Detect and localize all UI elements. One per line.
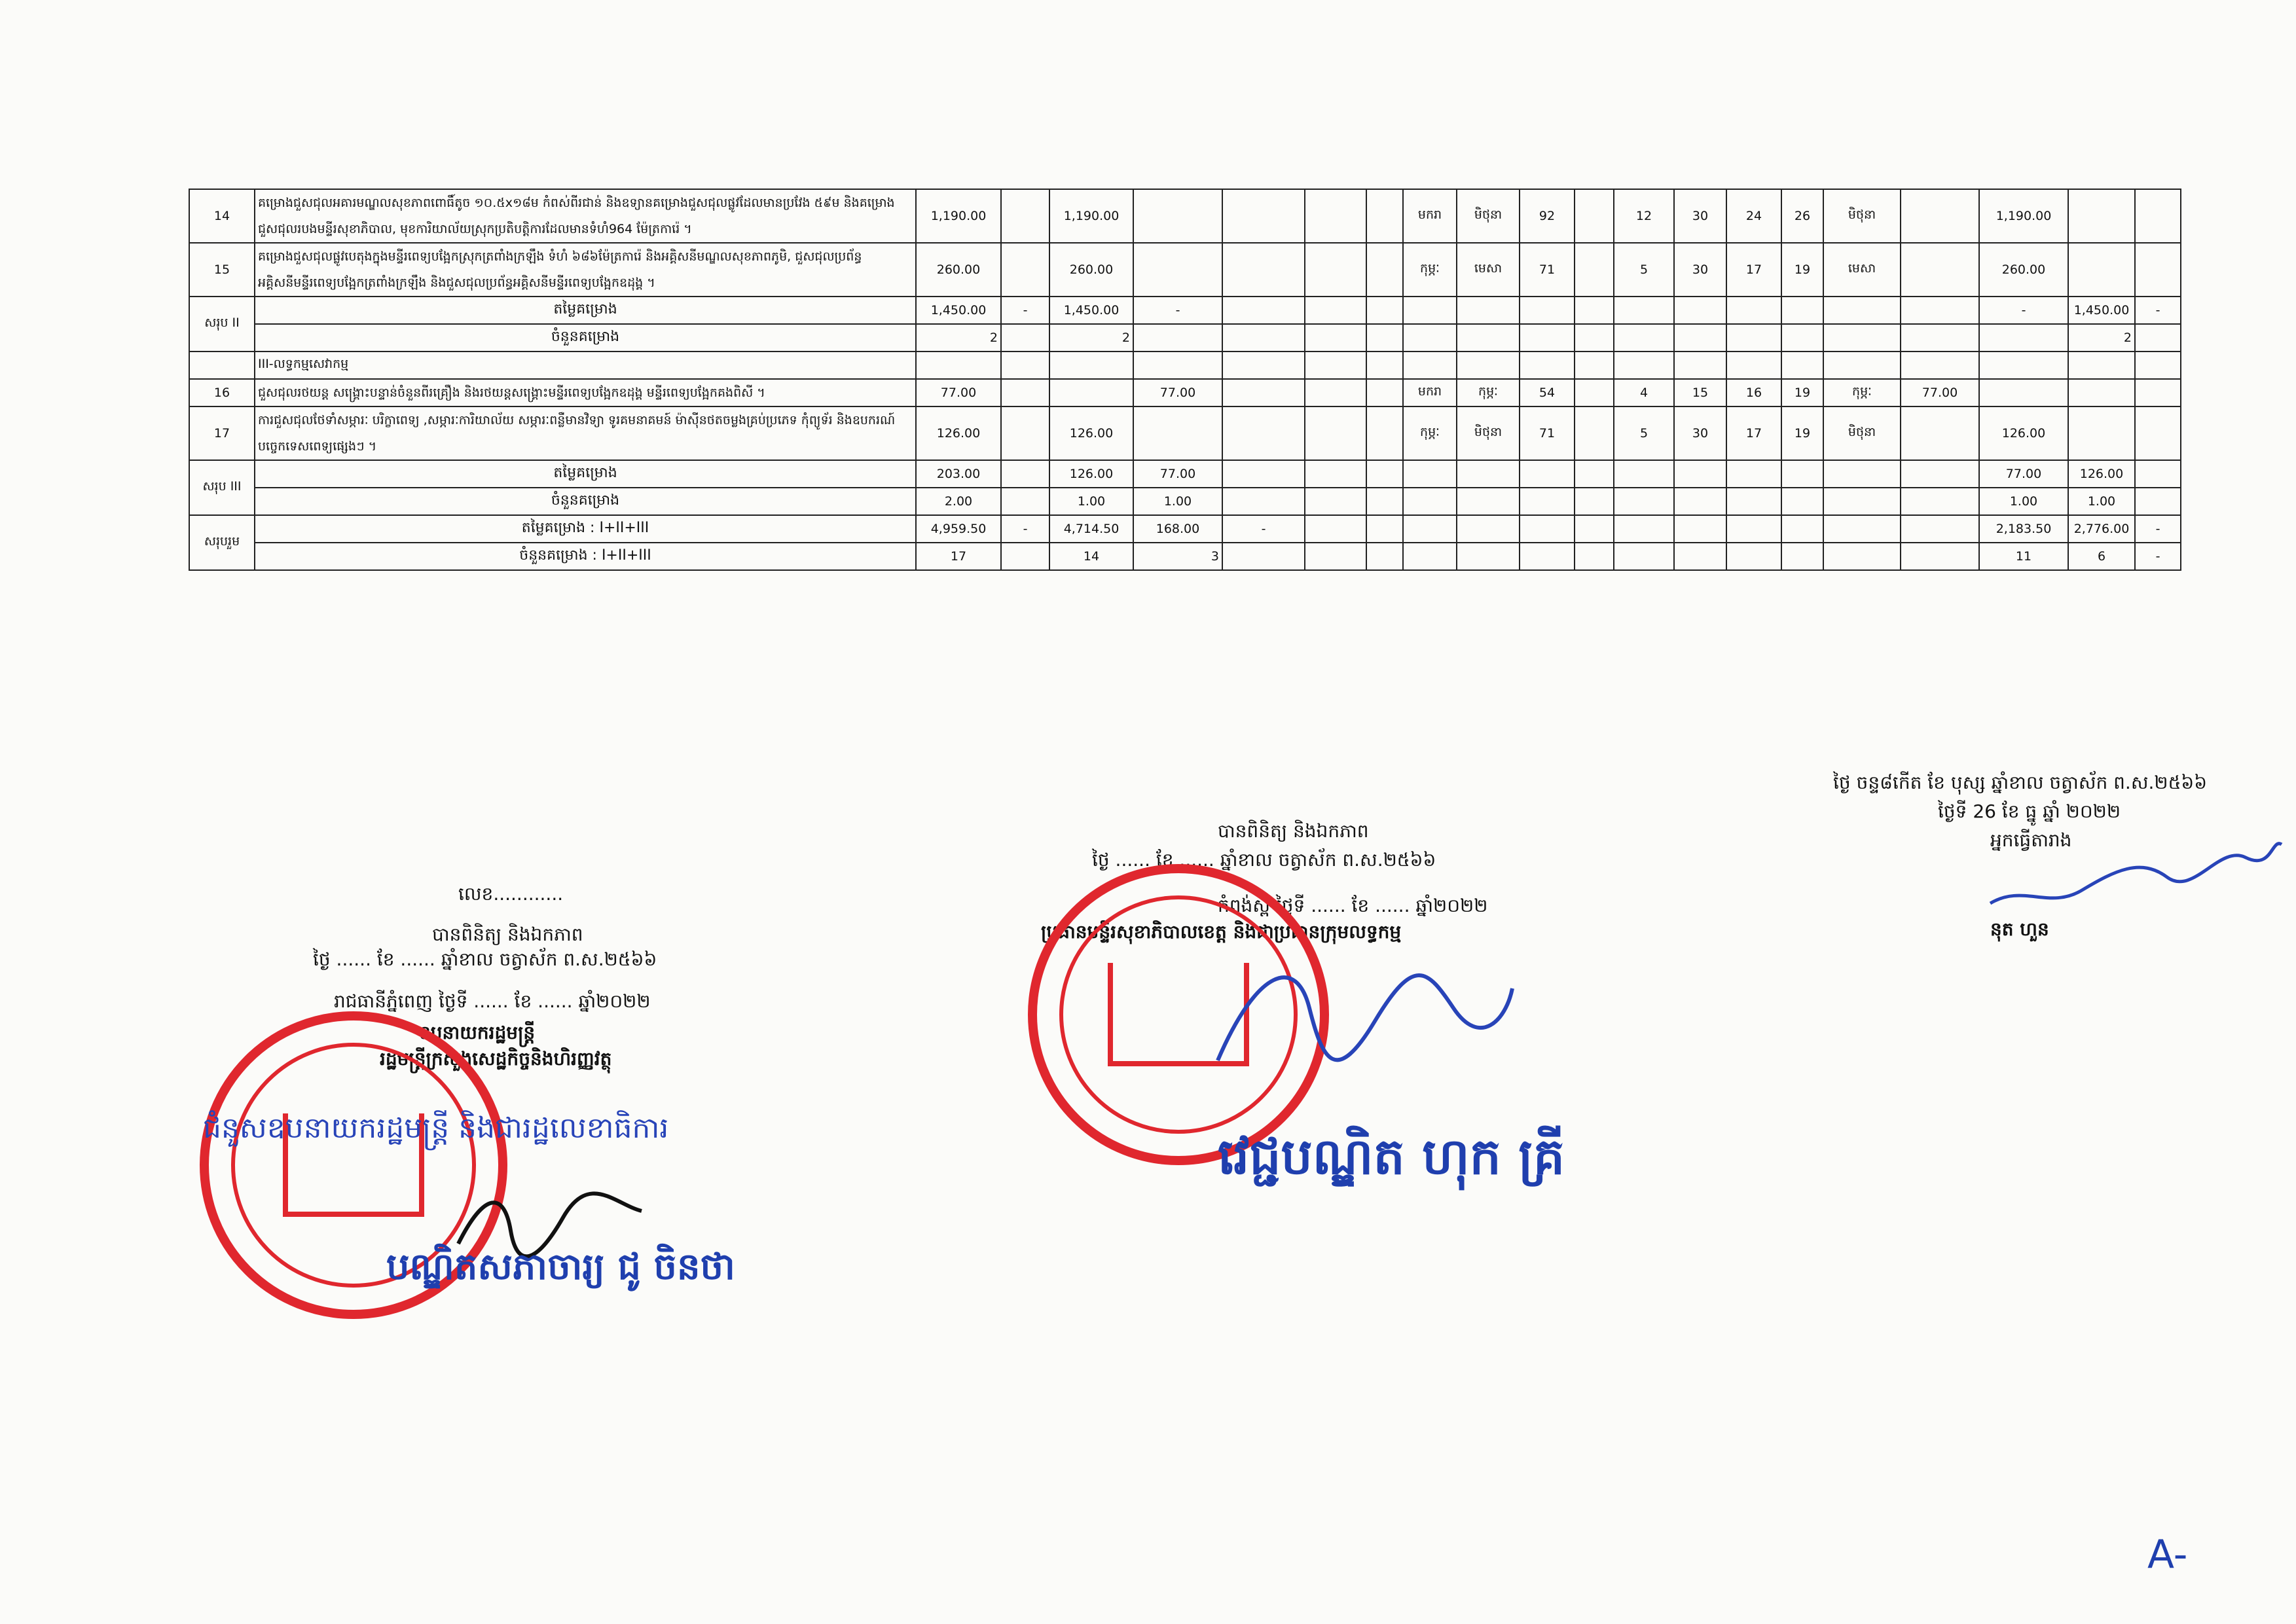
cell [1575, 189, 1614, 243]
cell-month: កុម្ភៈ [1403, 406, 1457, 460]
row-number: 14 [189, 189, 255, 243]
subtotal-label: សរុប III [189, 460, 255, 515]
cell-month: មករា [1403, 379, 1457, 406]
cell: 30 [1674, 243, 1726, 297]
cell [1133, 189, 1222, 243]
cell-month: កុម្ភៈ [1403, 243, 1457, 297]
section-title: III-លទ្ធកម្មសេវាកម្ម [255, 352, 916, 379]
cell: 17 [916, 543, 1001, 570]
cell: 54 [1520, 379, 1575, 406]
cell [1001, 379, 1049, 406]
cell: 4 [1614, 379, 1674, 406]
count-label: ចំនួនគម្រោង [255, 324, 916, 352]
left-date-solar: រាជធានីភ្នំពេញ ថ្ងៃទី ...... ខែ ...... ឆ្នាំ២០២២ [334, 990, 651, 1012]
cell: 30 [1674, 189, 1726, 243]
budget-label: តម្លៃគម្រោង [255, 297, 916, 324]
row-description: គម្រោងជួសជុលអគារមណ្ឌលសុខភាពពោធិ៍តូច ១០.៥x១៨ម កំពស់ពីរជាន់ និងឧទ្យានគម្រោងជួសជុលផ្លូវដែលមានប្រវែង ៥៩ម និងគម្រោងជួសជុលរបងមន្ទីរសុខាភិបាល, មុខការិយាល័យស្រុកប្រតិបត្តិការដែលមានទំហំ964 ម៉ែត្រការ៉េ ។ [255, 189, 916, 243]
left-name: បណ្ឌិតសភាចារ្យ ជូ ចិនថា [386, 1246, 735, 1288]
cell [1305, 243, 1366, 297]
cell [1575, 406, 1614, 460]
table-row [189, 243, 2181, 297]
middle-date-lunar: ថ្ងៃ ...... ខែ ...... ឆ្នាំខាល ចត្វាស័ក ព.ស.២៥៦៦ [1092, 849, 1436, 871]
cell [1001, 406, 1049, 460]
cell: 1.00 [1979, 488, 2068, 515]
left-seen: បានពិនិត្យ និងឯកភាព [432, 924, 583, 945]
cell [1575, 243, 1614, 297]
cell: 1,450.00 [916, 297, 1001, 324]
cell [2135, 379, 2181, 406]
middle-name: វេជ្ជបណ្ឌិត ហុក គ្រី [1218, 1127, 1565, 1185]
cell [1575, 379, 1614, 406]
cell [1222, 379, 1305, 406]
right-date-solar: ថ្ងៃទី 26 ខែ ធ្នូ ឆ្នាំ ២០២២ [1938, 801, 2121, 822]
cell: 1,190.00 [1049, 189, 1133, 243]
grand-total-count-row [189, 543, 2181, 570]
cell [1305, 379, 1366, 406]
left-date-lunar: ថ្ងៃ ...... ខែ ...... ឆ្នាំខាល ចត្វាស័ក ព.ស.២៥៦៦ [313, 948, 657, 970]
cell: 14 [1049, 543, 1133, 570]
cell: - [2135, 543, 2181, 570]
cell: 6 [2068, 543, 2135, 570]
subtotal-count-row [189, 488, 2181, 515]
cell-total: 126.00 [916, 406, 1001, 460]
grand-total-budget-row [189, 515, 2181, 543]
table-row [189, 189, 2181, 243]
count-label: ចំនួនគម្រោង : I+II+III [255, 543, 916, 570]
cell: 126.00 [1049, 460, 1133, 488]
middle-role: ប្រធានមន្ទីរសុខាភិបាលខេត្ត និងជាប្រធានក្រុមលទ្ធកម្ម [1041, 921, 1402, 943]
cell [2068, 406, 2135, 460]
cell: - [1001, 297, 1049, 324]
cell: 2.00 [916, 488, 1001, 515]
signature-middle [1178, 929, 1519, 1100]
left-ref: លេខ............ [458, 883, 564, 905]
budget-label: តម្លៃគម្រោង [255, 460, 916, 488]
cell-total: 77.00 [916, 379, 1001, 406]
cell: 92 [1520, 189, 1575, 243]
cell [1001, 243, 1049, 297]
cell: 126.00 [1979, 406, 2068, 460]
middle-seen: បានពិនិត្យ និងឯកភាព [1218, 820, 1369, 842]
signature-right [1984, 831, 2285, 923]
cell: - [2135, 297, 2181, 324]
cell: 4,714.50 [1049, 515, 1133, 543]
row-number: 16 [189, 379, 255, 406]
cell [1366, 243, 1403, 297]
right-name: នុត ហួន [1990, 918, 2049, 940]
cell: 1.00 [1049, 488, 1133, 515]
cell: - [1222, 515, 1305, 543]
cell: 71 [1520, 406, 1575, 460]
cell-month: មករា [1403, 189, 1457, 243]
cell: 30 [1674, 406, 1726, 460]
cell [1222, 406, 1305, 460]
cell: 1,450.00 [2068, 297, 2135, 324]
cell-month: មេសា [1457, 243, 1520, 297]
cell: 77.00 [1133, 460, 1222, 488]
cell [2068, 243, 2135, 297]
cell: 77.00 [1901, 379, 1979, 406]
cell-month: កុម្ភៈ [1823, 379, 1901, 406]
row-description: គម្រោងជួសជុលផ្លូវបេតុងក្នុងមន្ទីរពេទ្យបង្អែកស្រុកត្រពាំងក្រឡឹង ទំហំ ៦៨៦ម៉ែត្រការ៉េ និងអគ្គិសនីមណ្ឌលសុខភាពភូមិ, ជួសជុលប្រព័ន្ធអគ្គិសនីមន្ទីរពេទ្យបង្អែកត្រពាំងក្រឡឹង និងជួសជុលប្រព័ន្ធអគ្គិសនីមន្ទីរពេទ្យបង្អែកឧដុង្គ ។ [255, 243, 916, 297]
subtotal-label: សរុប II [189, 297, 255, 352]
cell: 203.00 [916, 460, 1001, 488]
cell-total: 1,190.00 [916, 189, 1001, 243]
cell-month: មិថុនា [1457, 406, 1520, 460]
cell: 26 [1781, 189, 1823, 243]
table-row [189, 406, 2181, 460]
subtotal-budget-row [189, 460, 2181, 488]
cell: 24 [1726, 189, 1781, 243]
cell: 17 [1726, 406, 1781, 460]
cell: 5 [1614, 243, 1674, 297]
cell: 5 [1614, 406, 1674, 460]
right-role: អ្នកធ្វើតារាង [1990, 829, 2072, 851]
cell-month: កុម្ភៈ [1457, 379, 1520, 406]
cell-total: 260.00 [916, 243, 1001, 297]
row-number: 17 [189, 406, 255, 460]
left-role1: ឧបនាយករដ្ឋមន្ត្រី [419, 1022, 536, 1043]
cell [1366, 406, 1403, 460]
cell [1305, 406, 1366, 460]
cell: 19 [1781, 406, 1823, 460]
procurement-table [189, 189, 2181, 571]
cell [1133, 406, 1222, 460]
cell [1979, 379, 2068, 406]
right-date-lunar: ថ្ងៃ ចន្ទ៨កើត ខែ បុស្ស ឆ្នាំខាល ចត្វាស័ក ព.ស.២៥៦៦ [1833, 772, 2208, 793]
cell: - [1133, 297, 1222, 324]
cell [2068, 379, 2135, 406]
cell: 2 [2068, 324, 2135, 352]
count-label: ចំនួនគម្រោង [255, 488, 916, 515]
subtotal-count-row [189, 324, 2181, 352]
cell: 19 [1781, 379, 1823, 406]
section-header-row [189, 352, 2181, 379]
middle-date-solar: កំពង់ស្ពឺ ថ្ងៃទី ...... ខែ ...... ឆ្នាំ២០២២ [1218, 895, 1488, 916]
cell [2135, 243, 2181, 297]
cell [1133, 243, 1222, 297]
row-number: 15 [189, 243, 255, 297]
cell: 260.00 [1979, 243, 2068, 297]
cell [1901, 406, 1979, 460]
cell: 17 [1726, 243, 1781, 297]
cell: 15 [1674, 379, 1726, 406]
cell [2068, 189, 2135, 243]
cell-month: មេសា [1823, 243, 1901, 297]
cell: 126.00 [2068, 460, 2135, 488]
cell: 11 [1979, 543, 2068, 570]
row-description: ការជួសជុលថែទាំសម្ភារៈ បរិក្ខាពេទ្យ ,សម្ភារៈការិយាល័យ សម្ភារៈពន្លឺមានវិទ្យា ទូរគមនាគមន៍ ម៉ាស៊ីនថតចម្លងគ្រប់ប្រភេទ កុំព្យូទ័រ និងឧបករណ៍បច្ចេកទេសពេទ្យផ្សេងៗ ។ [255, 406, 916, 460]
cell [1305, 189, 1366, 243]
cell: 19 [1781, 243, 1823, 297]
cell: 260.00 [1049, 243, 1133, 297]
cell: 71 [1520, 243, 1575, 297]
cell: 1,450.00 [1049, 297, 1133, 324]
row-description: ជួសជុលរថយន្ត សង្គ្រោះបន្ទាន់ចំនួនពីរគ្រឿង និងរថយន្តសង្គ្រោះមន្ទីរពេទ្យបង្អែកឧដុង្គ មន្ទីរពេទ្យបង្អែកគងពិសី ។ [255, 379, 916, 406]
cell: 12 [1614, 189, 1674, 243]
cell [2135, 406, 2181, 460]
corner-mark: A- [2147, 1532, 2188, 1578]
cell [1001, 189, 1049, 243]
cell [1222, 189, 1305, 243]
cell: 3 [1133, 543, 1222, 570]
cell: 2,183.50 [1979, 515, 2068, 543]
cell: 2 [1049, 324, 1133, 352]
cell: - [1001, 515, 1049, 543]
cell: 77.00 [1979, 460, 2068, 488]
cell [1366, 379, 1403, 406]
cell: 1,190.00 [1979, 189, 2068, 243]
cell [1366, 189, 1403, 243]
table-row [189, 379, 2181, 406]
cell: 168.00 [1133, 515, 1222, 543]
budget-label: តម្លៃគម្រោង : I+II+III [255, 515, 916, 543]
cell [1901, 189, 1979, 243]
cell: 16 [1726, 379, 1781, 406]
cell: 126.00 [1049, 406, 1133, 460]
cell: 2 [916, 324, 1001, 352]
cell: - [2135, 515, 2181, 543]
grand-total-label: សរុបរួម [189, 515, 255, 570]
cell: 4,959.50 [916, 515, 1001, 543]
cell-month: មិថុនា [1823, 406, 1901, 460]
cell-month: មិថុនា [1823, 189, 1901, 243]
cell: 1.00 [1133, 488, 1222, 515]
left-role3: ជំនួសឧបនាយករដ្ឋមន្ត្រី និងជារដ្ឋលេខាធិការ [203, 1111, 669, 1145]
cell-month: មិថុនា [1457, 189, 1520, 243]
cell [1222, 243, 1305, 297]
left-role2: រដ្ឋមន្ត្រីក្រសួងសេដ្ឋកិច្ចនិងហិរញ្ញវត្ថុ [380, 1048, 612, 1070]
cell [1901, 243, 1979, 297]
cell [2135, 189, 2181, 243]
cell: - [1979, 297, 2068, 324]
cell: 77.00 [1133, 379, 1222, 406]
cell [1049, 379, 1133, 406]
cell: 1.00 [2068, 488, 2135, 515]
cell: 2,776.00 [2068, 515, 2135, 543]
subtotal-budget-row [189, 297, 2181, 324]
